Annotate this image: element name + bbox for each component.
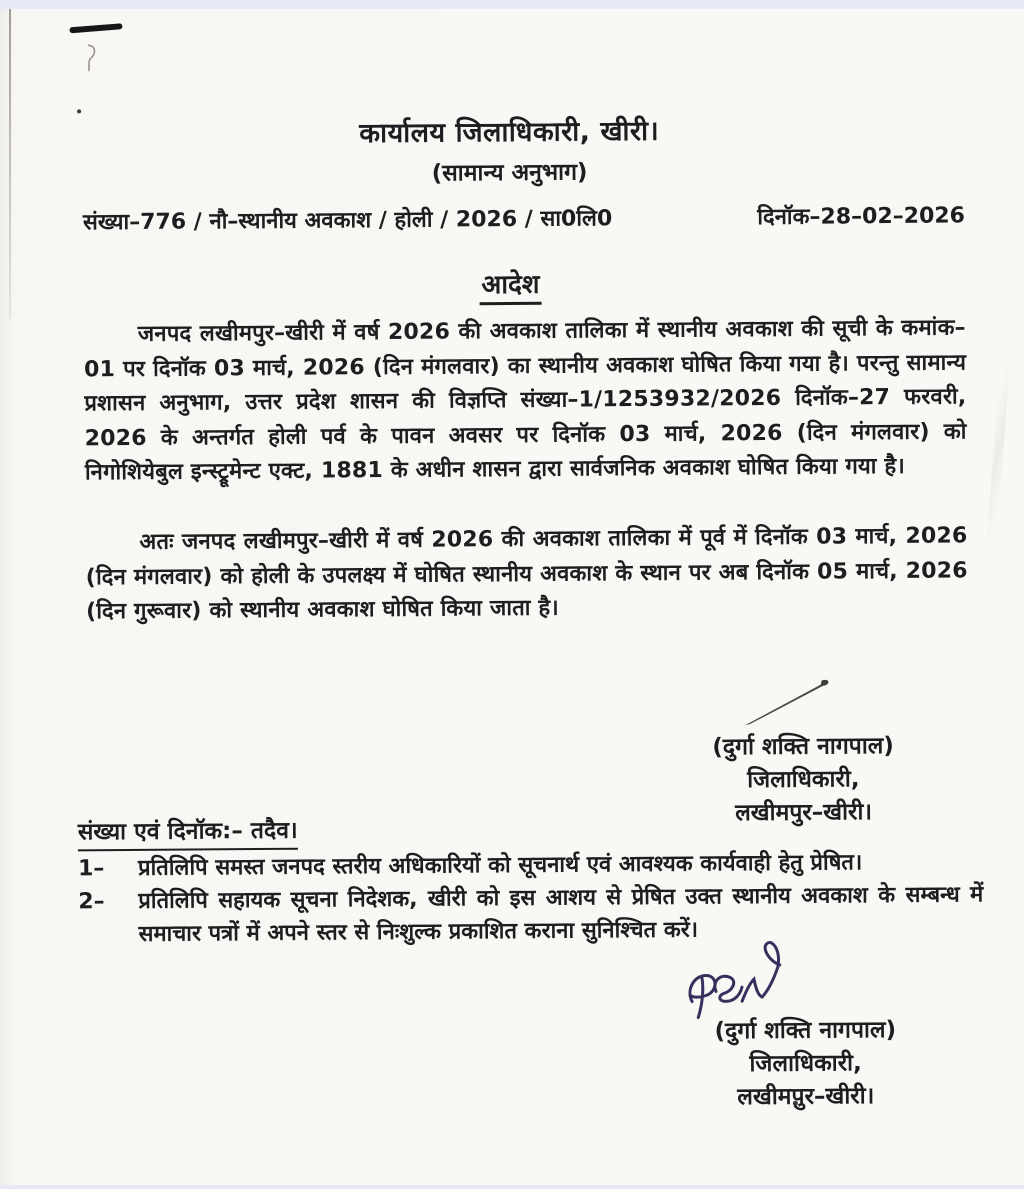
- office-title: कार्यालय जिलाधिकारी, खीरी।: [359, 115, 660, 150]
- signatory-name: (दुर्गा शक्ति नागपाल): [714, 1017, 897, 1045]
- order-paragraph-1: जनपद लखीमपुर–खीरी में वर्ष 2026 की अवकाश तालिका में स्थानीय अवकाश की सूची के कमांक–01 पर दिनॉक 03 मार्च, 2026 (दिन मंगलवार) का स्थानीय अवकाश घोषित किया गया है। परन्तु सामान्य प्रशासन अनुभाग, उत्तर प्रदेश शासन की विज्ञप्ति संख्या–1/1253932/2026 दिनॉक–27 फरवरी, 2026 के अन्तर्गत होली पर्व के पावन अवसर पर दिनॉक 03 मार्च, 2026 (दिन मंगलवार) को निगोशियेबुल इन्स्ट्रूमेन्ट एक्ट, 1881 के अधीन शासन द्वारा सार्वजनिक अवकाश घोषित किया गया है।: [84, 315, 967, 486]
- handwritten-signature: [672, 939, 813, 1022]
- document-content: [0, 5, 1024, 1189]
- section-subtitle: (सामान्य अनुभाग): [431, 159, 588, 187]
- item-text: प्रतिलिपि समस्त जनपद स्तरीय अधिकारियों को सूचनार्थ एवं आवश्यक कार्यवाही हेतु प्रेषित।: [137, 850, 863, 881]
- reference-date: दिनॉक–28–02–2026: [757, 203, 966, 231]
- signatory-designation: जिलाधिकारी,: [749, 1050, 862, 1078]
- reference-row: [83, 199, 965, 236]
- item-number: 2–: [78, 889, 105, 915]
- scanned-page: [0, 9, 1024, 1185]
- reference-number: संख्या–776 / नौ–स्थानीय अवकाश / होली / 2026 / सा0लि0: [82, 206, 613, 236]
- signature-slash-mark: [737, 674, 837, 733]
- endorsement-list: [78, 845, 984, 951]
- item-text: प्रतिलिपि सहायक सूचना निदेशक, खीरी को इस आशय से प्रेषित उक्त स्थानीय अवकाश के सम्बन्ध में समाचार पत्रों में अपने स्तर से निःशुल्क प्रकाशित कराना सुनिश्चित करें।: [138, 882, 984, 947]
- order-paragraph-2: अतः जनपद लखीमपुर–खीरी में वर्ष 2026 की अवकाश तालिका में पूर्व में दिनॉक 03 मार्च, 2026 (दिन मंगलवार) को होली के उपलक्ष्य में घोषित स्थानीय अवकाश के स्थान पर अब दिनॉक 05 मार्च, 2026 (दिन गुरूवार) को स्थानीय अवकाश घोषित किया जाता है।: [85, 523, 968, 625]
- order-heading: आदेश: [0, 261, 1023, 305]
- signature-block-2: [649, 1013, 962, 1114]
- list-item: [78, 878, 983, 951]
- item-number: 1–: [77, 856, 105, 882]
- signatory-place: लखीमपुर–खीरी।: [737, 1083, 875, 1111]
- signature-block-1: [647, 729, 960, 830]
- ink-speck: [77, 109, 81, 113]
- pen-dash-mark: [69, 23, 122, 33]
- signatory-name: (दुर्गा शक्ति नागपाल): [712, 733, 894, 761]
- signatory-designation: जिलाधिकारी,: [747, 766, 860, 794]
- signatory-place: लखीमपुर–खीरी।: [735, 799, 873, 827]
- faint-pen-squiggle-icon: [81, 42, 105, 78]
- endorsement-heading: संख्या एवं दिनॉक:– तदैव।: [78, 813, 298, 852]
